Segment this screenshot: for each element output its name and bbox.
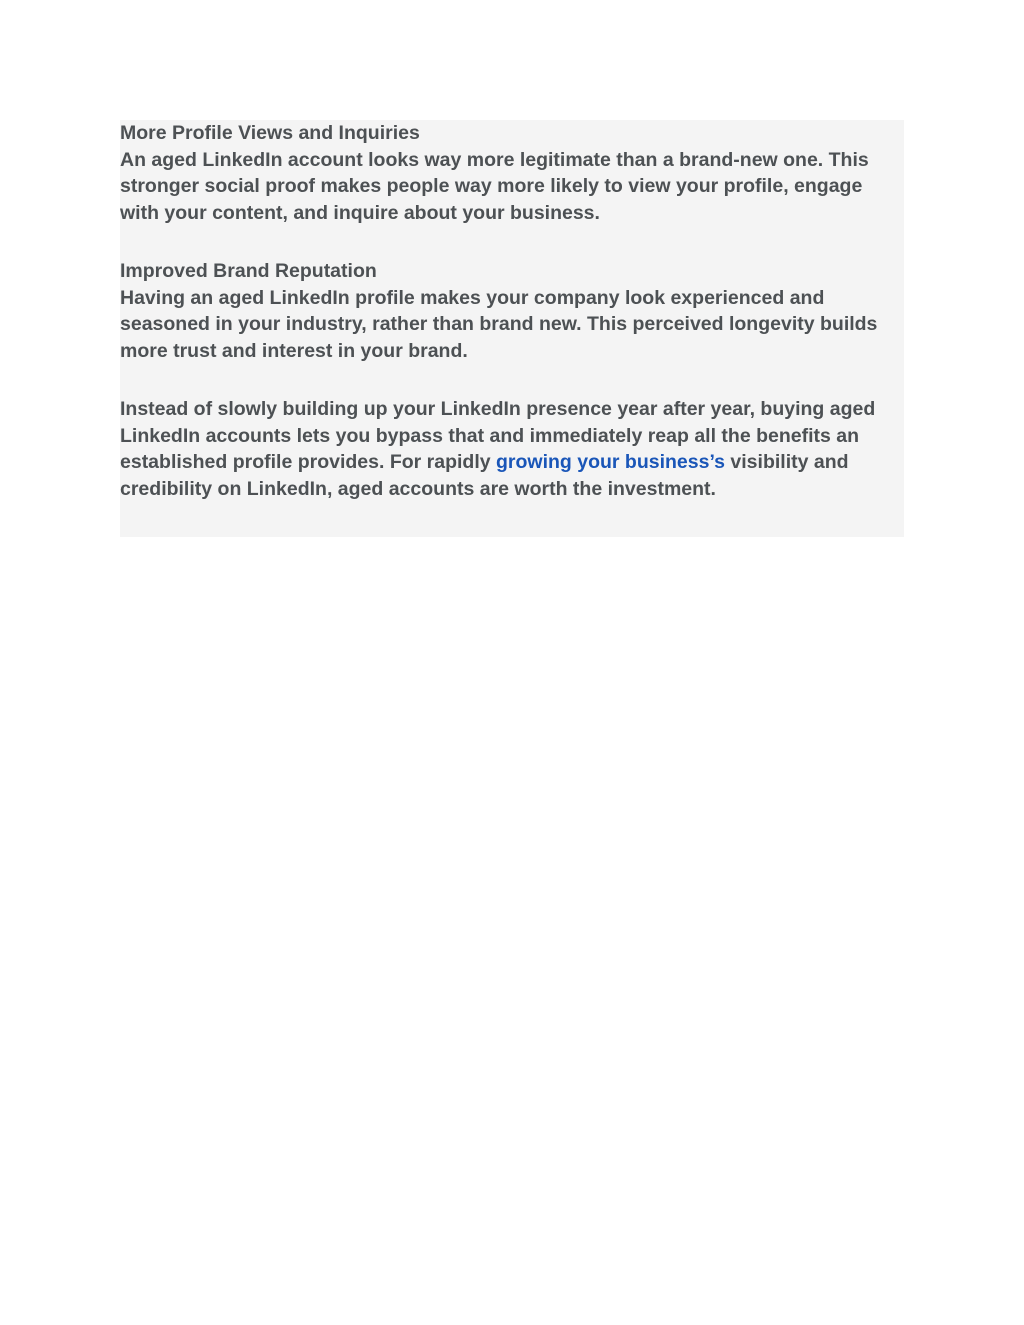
conclusion-paragraph — [120, 396, 904, 502]
conclusion-text-before-link: Instead of slowly building up your LinkedIn presence year after year, buying aged LinkedIn accounts lets you bypass that and immediately reap all the benefits an established profile provides. For rapidly — [120, 398, 876, 473]
section-brand-reputation — [120, 258, 904, 364]
article-content-block — [120, 120, 904, 537]
conclusion-text-after-link: visibility and credibility on LinkedIn, aged accounts are worth the investment. — [120, 451, 849, 500]
growing-business-link[interactable]: growing your business’s — [496, 451, 725, 473]
section-profile-views — [120, 120, 904, 226]
section-heading: Improved Brand Reputation — [120, 260, 377, 282]
conclusion-text — [120, 396, 904, 502]
section-body: Having an aged LinkedIn profile makes your company look experienced and seasoned in your industry, rather than brand new. This perceived longevity builds more trust and interest in your brand. — [120, 286, 878, 362]
section-heading: More Profile Views and Inquiries — [120, 122, 420, 144]
section-body: An aged LinkedIn account looks way more legitimate than a brand-new one. This stronger social proof makes people way more likely to view your profile, engage with your content, and inquire about your business. — [120, 148, 869, 224]
